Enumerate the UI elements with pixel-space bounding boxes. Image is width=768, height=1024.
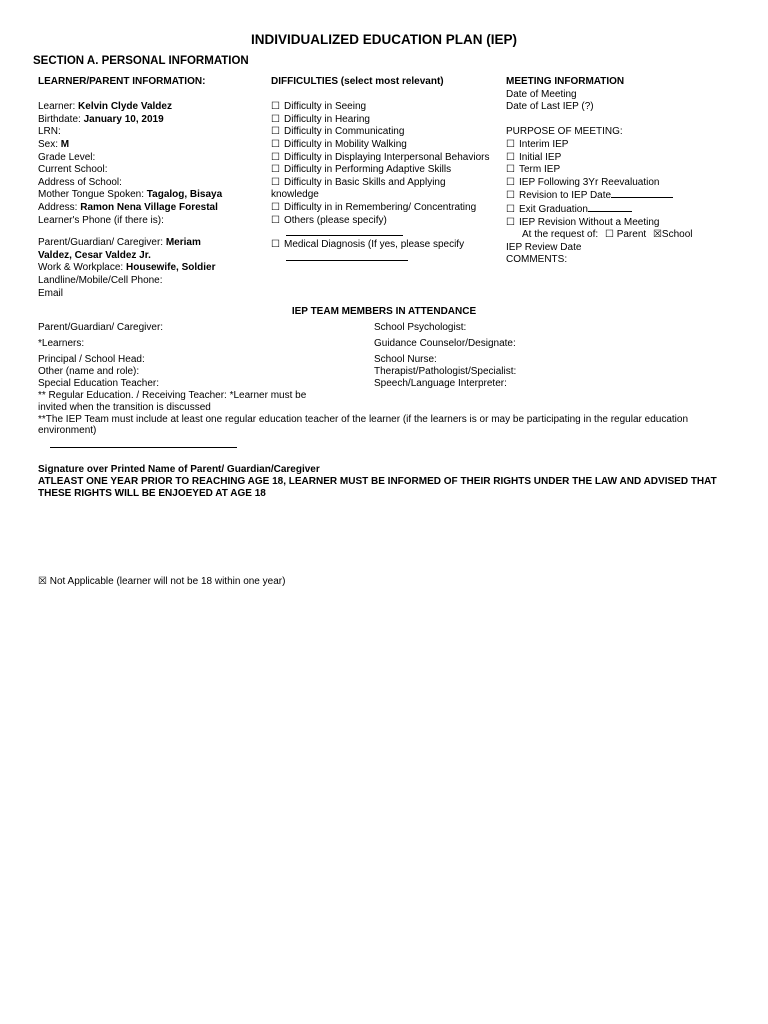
checkbox-icon[interactable]: ☐ [271,239,280,251]
purpose-heading: PURPOSE OF MEETING: [506,126,623,138]
medical-diagnosis-option[interactable]: ☐ Medical Diagnosis (If yes, please specify [271,239,465,251]
work-value: Housewife, Soldier [126,262,216,274]
not-applicable-label: Not Applicable (learner will not be 18 within one year) [49,576,286,587]
checkbox-icon[interactable]: ☐ [506,164,515,176]
difficulty-option[interactable]: ☐ Others (please specify) [271,214,387,226]
purpose-option[interactable]: ☐ Term IEP [506,164,561,176]
section-a-heading: SECTION A. PERSONAL INFORMATION [33,55,249,67]
team-other: Other (name and role): [38,366,140,377]
birthdate-field: Birthdate: January 10, 2019 [38,113,164,125]
exit-graduation-line[interactable] [588,203,632,212]
others-specify-line[interactable] [286,227,403,236]
learner-info-heading: LEARNER/PARENT INFORMATION: [38,76,206,87]
request-row: At the request of: ☐ Parent ☒School [522,229,693,241]
checkbox-icon[interactable]: ☐ [271,138,280,150]
team-parent: Parent/Guardian/ Caregiver: [38,322,164,333]
checkbox-icon[interactable]: ☐ [506,203,515,215]
school-address-field: Address of School: [38,176,122,188]
checkbox-icon[interactable]: ☐ [271,101,280,113]
team-requirement-note: **The IEP Team must include at least one regular education teacher of the learner (if the learners is or may be participating in the regular education [38,413,688,425]
signature-block [38,464,738,499]
work-field: Work & Workplace: Housewife, Soldier [38,262,216,274]
document-title: INDIVIDUALIZED EDUCATION PLAN (IEP) [251,32,517,47]
age-18-notice: ATLEAST ONE YEAR PRIOR TO REACHING AGE 18, LEARNER MUST BE INFORMED OF THEIR RIGHTS UNDER THE LAW AND ADVISED THAT [38,475,717,487]
difficulty-option[interactable]: ☐ Difficulty in in Remembering/ Concentrating [271,201,477,213]
learner-parent-info [38,76,263,300]
address-field: Address: Ramon Nena Village Forestal [38,201,218,213]
checkbox-icon[interactable]: ☐ [604,229,614,241]
meeting-info [506,76,736,267]
sex-value: M [60,138,70,150]
difficulties-section [271,76,499,264]
age-18-notice-cont: THESE RIGHTS WILL BE ENJOEYED AT AGE 18 [38,487,266,499]
meeting-heading: MEETING INFORMATION [506,76,625,87]
team-sped-teacher: Special Education Teacher: [38,378,160,389]
parent-field: Parent/Guardian/ Caregiver: Meriam [38,237,201,249]
purpose-option[interactable]: ☐ IEP Following 3Yr Reevaluation [506,176,660,188]
revision-date-line[interactable] [611,189,673,198]
team-requirement-note-cont: environment) [38,425,97,437]
learner-field: Learner: Kelvin Clyde Valdez [38,101,172,113]
checkbox-icon[interactable]: ☐ [271,113,280,125]
purpose-option[interactable]: ☐ IEP Revision Without a Meeting [506,216,660,228]
date-of-last-iep: Date of Last IEP (?) [506,101,594,113]
difficulty-option[interactable]: ☐ Difficulty in Performing Adaptive Skills [271,164,452,176]
checkbox-icon[interactable]: ☐ [271,151,280,163]
difficulty-option[interactable]: ☐ Difficulty in Basic Skills and Applying [271,176,446,188]
difficulty-option[interactable]: ☐ Difficulty in Mobility Walking [271,138,407,150]
team-guidance: Guidance Counselor/Designate: [374,338,516,349]
birthdate-value: January 10, 2019 [83,113,164,125]
mother-tongue-value: Tagalog, Bisaya [146,189,223,201]
email-field: Email [38,287,64,299]
team-speech: Speech/Language Interpreter: [374,378,507,389]
medical-specify-line[interactable] [286,252,408,261]
difficulty-option[interactable]: ☐ Difficulty in Displaying Interpersonal Behaviors [271,151,490,163]
team-psychologist: School Psychologist: [374,322,467,333]
checkbox-icon[interactable]: ☐ [506,138,515,150]
request-school-label: School [661,229,693,241]
checkbox-icon[interactable]: ☐ [271,126,280,138]
purpose-option[interactable]: ☐ Interim IEP [506,138,569,150]
checkbox-icon[interactable]: ☐ [271,164,280,176]
team-principal: Principal / School Head: [38,354,145,365]
team-nurse: School Nurse: [374,354,437,365]
grade-level-field: Grade Level: [38,151,96,163]
current-school-field: Current School: [38,164,108,176]
regular-teacher-line: ** Regular Education. / Receiving Teacher: *Learner must be [38,390,307,401]
team-notes [38,390,738,437]
learner-name: Kelvin Clyde Valdez [78,101,172,113]
difficulty-option[interactable]: ☐ Difficulty in Seeing [271,101,367,113]
not-applicable-option[interactable] [38,576,285,587]
team-learners: *Learners: [38,338,85,349]
comments-label: COMMENTS: [506,254,568,266]
checkbox-icon[interactable]: ☐ [271,214,280,226]
difficulty-option[interactable]: ☐ Difficulty in Communicating [271,126,405,138]
team-therapist: Therapist/Pathologist/Specialist: [374,366,517,377]
checkbox-icon[interactable]: ☐ [271,176,280,188]
mother-tongue-field: Mother Tongue Spoken: Tagalog, Bisaya [38,189,223,201]
address-value: Ramon Nena Village Forestal [80,201,218,213]
checkbox-icon[interactable]: ☐ [506,190,515,202]
lrn-field: LRN: [38,126,61,138]
purpose-option[interactable]: ☐ Initial IEP [506,151,562,163]
parent-name: Meriam [165,237,201,249]
checked-box-icon[interactable]: ☒ [38,576,47,587]
difficulty-option[interactable]: ☐ Difficulty in Hearing [271,113,370,125]
checkbox-icon[interactable]: ☐ [506,151,515,163]
signature-label: Signature over Printed Name of Parent/ Guardian/Caregiver [38,464,320,475]
purpose-option[interactable]: ☐ Exit Graduation [506,203,736,217]
difficulties-heading: DIFFICULTIES (select most relevant) [271,76,444,87]
date-of-meeting: Date of Meeting [506,88,577,100]
purpose-option[interactable]: ☐ Revision to IEP Date [506,189,736,203]
checkbox-icon[interactable]: ☐ [506,216,515,228]
checkbox-icon[interactable]: ☐ [271,201,280,213]
regular-teacher-line-cont: invited when the transition is discussed [38,401,211,413]
learner-phone-field: Learner's Phone (if there is): [38,214,164,226]
request-parent-label: Parent [616,229,647,241]
checkbox-icon[interactable]: ☐ [506,176,515,188]
parent-name-cont: Valdez, Cesar Valdez Jr. [38,249,151,261]
sex-field: Sex: M [38,138,70,150]
difficulty-option-cont: knowledge [271,189,319,201]
iep-review-date: IEP Review Date [506,241,582,253]
team-heading: IEP TEAM MEMBERS IN ATTENDANCE [291,306,477,317]
signature-line[interactable] [50,447,237,448]
landline-field: Landline/Mobile/Cell Phone: [38,274,163,286]
checked-box-icon[interactable]: ☒ [652,229,662,241]
